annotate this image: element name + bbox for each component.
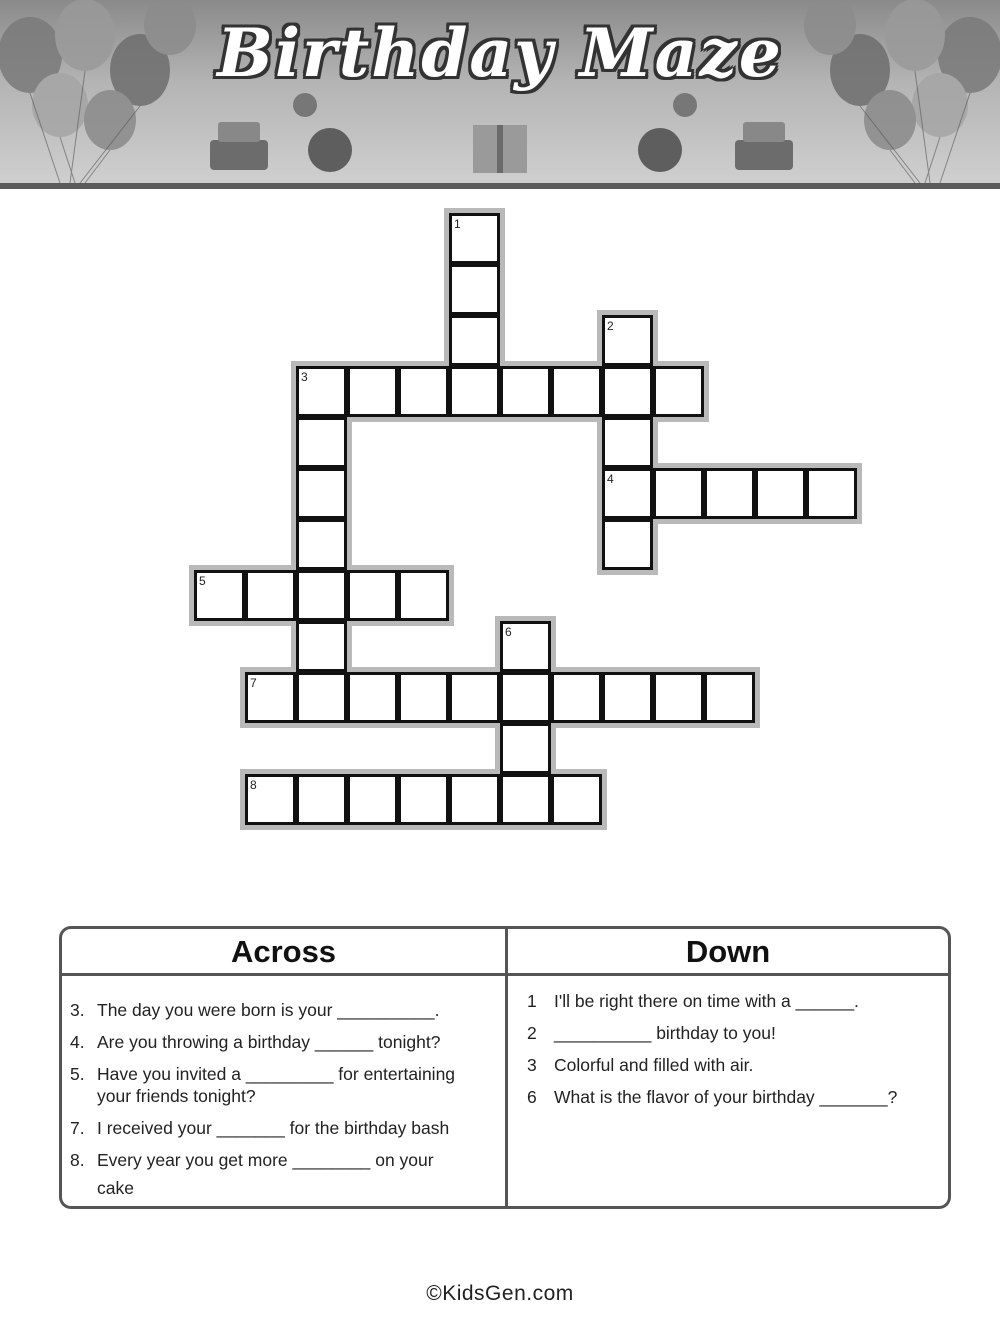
clue-number-label: 5 [199, 574, 206, 588]
clue-number-label: 3 [301, 370, 308, 384]
crossword-cell[interactable] [704, 672, 755, 723]
across-heading: Across [230, 934, 337, 969]
crossword-cell[interactable] [398, 672, 449, 723]
crossword-cell[interactable] [449, 213, 500, 264]
crossword-cell[interactable] [347, 366, 398, 417]
crossword-cell[interactable] [602, 417, 653, 468]
crossword-cell[interactable] [449, 774, 500, 825]
clue-number-label: 7 [250, 676, 257, 690]
crossword-cell[interactable] [500, 621, 551, 672]
clue-number-label: 8 [250, 778, 257, 792]
crossword-cell[interactable] [296, 366, 347, 417]
page-title: Birthday Maze [217, 14, 783, 92]
crossword-cell[interactable] [449, 315, 500, 366]
crossword-cell[interactable] [551, 774, 602, 825]
clue-number-label: 6 [505, 625, 512, 639]
crossword-cell[interactable] [500, 672, 551, 723]
crossword-cell[interactable] [653, 468, 704, 519]
crossword-cell[interactable] [500, 723, 551, 774]
clue-number-label: 4 [607, 472, 614, 486]
crossword-cell[interactable] [704, 468, 755, 519]
clue-table-header-divider [62, 973, 948, 976]
crossword-cell[interactable] [449, 672, 500, 723]
crossword-cell[interactable] [296, 774, 347, 825]
crossword-cell[interactable] [245, 570, 296, 621]
crossword-cell[interactable] [500, 366, 551, 417]
across-clue-5: 5. Have you invited a _________ for entertaining your friends tonight? [70, 1064, 456, 1106]
crossword-cell[interactable] [551, 366, 602, 417]
crossword-cell[interactable] [347, 570, 398, 621]
crossword-cell[interactable] [602, 519, 653, 570]
crossword-cell[interactable] [398, 366, 449, 417]
crossword-cell[interactable] [194, 570, 245, 621]
crossword-cell[interactable] [602, 315, 653, 366]
crossword-cell[interactable] [245, 774, 296, 825]
crossword-cell[interactable] [806, 468, 857, 519]
crossword-cell[interactable] [551, 672, 602, 723]
crossword-cell[interactable] [245, 672, 296, 723]
down-heading: Down [685, 934, 771, 969]
crossword-cell[interactable] [296, 519, 347, 570]
crossword-cell[interactable] [296, 672, 347, 723]
crossword-cell[interactable] [296, 570, 347, 621]
crossword-cell[interactable] [347, 672, 398, 723]
crossword-cell[interactable] [449, 264, 500, 315]
clue-table: Across Down 3. The day you were born is your __________. 4. Are you throwing a birthday ______ tonight? 5. Have you invited a _________ for entertaining your friends tonight? 7. I received your _______ for the birthday bash 8. Every year you get more ________ on your cake 1 I'll be right there on time with a ______. 2 __________ birthday to you! 3 Colorful and filled with air. 6 What is the flavor of your birthday _______? [59, 926, 951, 1209]
crossword-cell[interactable] [398, 774, 449, 825]
crossword-cell[interactable] [296, 417, 347, 468]
copyright-footer: ©KidsGen.com [426, 1282, 574, 1305]
crossword-cell[interactable] [653, 672, 704, 723]
crossword-cell[interactable] [602, 366, 653, 417]
crossword-cell[interactable] [653, 366, 704, 417]
crossword-cell[interactable] [602, 672, 653, 723]
clue-number-label: 2 [607, 319, 614, 333]
crossword-cell[interactable] [398, 570, 449, 621]
crossword-cell[interactable] [347, 774, 398, 825]
crossword-cell[interactable] [296, 621, 347, 672]
clue-number-label: 1 [454, 217, 461, 231]
crossword-cell[interactable] [602, 468, 653, 519]
crossword-cell[interactable] [755, 468, 806, 519]
crossword-cell[interactable] [500, 774, 551, 825]
across-clue-8: 8. Every year you get more ________ on your cake [70, 1150, 434, 1198]
crossword-cell[interactable] [296, 468, 347, 519]
crossword-cell[interactable] [449, 366, 500, 417]
